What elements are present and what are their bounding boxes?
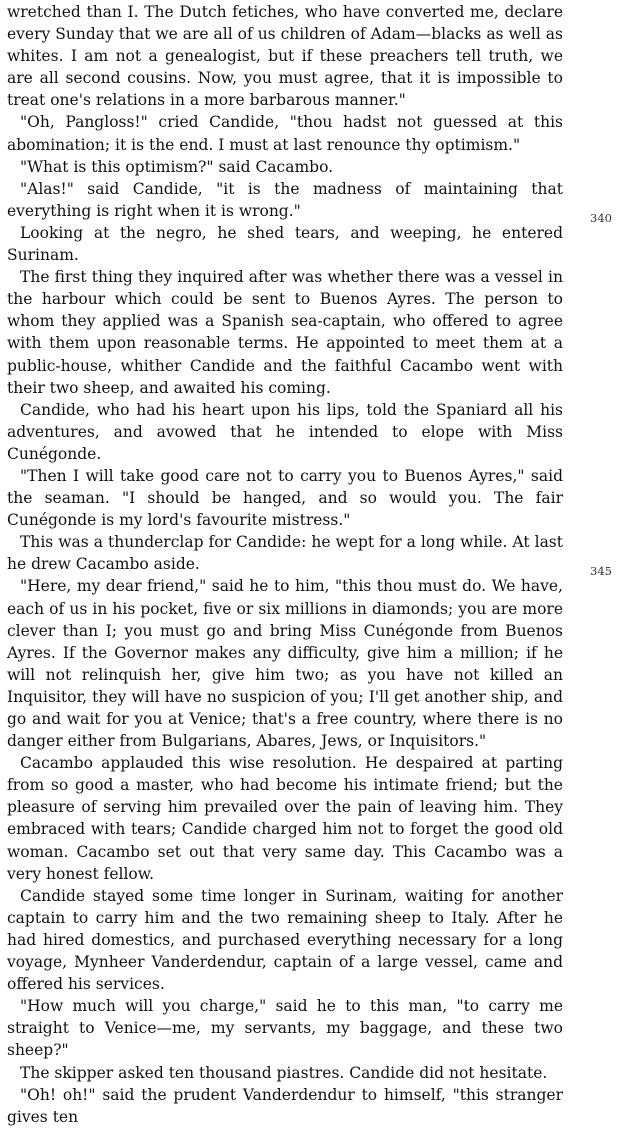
paragraph: Candide stayed some time longer in Surinam, waiting for another captain to carry him and the two remaining sheep to Italy. After he had hired domestics, and purchased everything necessary for a long voyage, Mynheer Vanderdendur, captain of a large vessel, came and offered his services. [7,886,563,994]
paragraph: "What is this optimism?" said Cacambo. [20,157,334,176]
paragraph: "Then I will take good care not to carry you to Buenos Ayres," said the seaman. "I should be hanged, and so would you. The fair Cunégonde is my lord's favourite mistress." [7,466,563,530]
line-number-340: 340 [590,211,612,225]
paragraph: "Oh, Pangloss!" cried Candide, "thou hadst not guessed at this abomination; it is the end. I must at last renounce thy optimism." [7,113,563,154]
paragraph: "Alas!" said Candide, "it is the madness of maintaining that everything is right when it is wrong." [7,179,563,220]
paragraph: Cacambo applauded this wise resolution. He despaired at parting from so good a master, who had become his intimate friend; but the pleasure of serving him prevailed over the pain of leaving him. They embraced with tears; Candide charged him not to forget the good old woman. Cacambo set out that very same day. This Cacambo was a very honest fellow. [7,754,563,883]
paragraph: The skipper asked ten thousand piastres. Candide did not hesitate. [20,1063,548,1082]
paragraph: "How much will you charge," said he to this man, "to carry me straight to Venice—me, my servants, my baggage, and these two sheep?" [7,997,563,1060]
paragraph: Looking at the negro, he shed tears, and weeping, he entered Surinam. [7,223,563,265]
paragraph: wretched than I. The Dutch fetiches, who have converted me, declare every Sunday that we are all of us children of Adam—blacks as well as whites. I am not a genealogist, but if these preachers tell truth, we are all second cousins. Now, you must agree, that it is impossible to treat one's relations in a more barbarous manner." [7,3,563,110]
paragraph: This was a thunderclap for Candide: he wept for a long while. At last he drew Cacambo aside. [7,533,563,574]
paragraph: The first thing they inquired after was whether there was a vessel in the harbour which could be sent to Buenos Ayres. The person to whom they applied was a Spanish sea-captain, who offered to agree with them upon reasonable terms. He appointed to meet them at a public-house, whither Candide and the faithful Cacambo went with their two sheep, and awaited his coming. [7,268,563,397]
paragraph: "Here, my dear friend," said he to him, "this thou must do. We have, each of us in his pocket, five or six millions in diamonds; you are more clever than I; you must go and bring Miss Cunégonde from Buenos Ayres. If the Governor makes any difficulty, give him a million; if he will not relinquish her, give him two; as you have not killed an Inquisitor, they will have no suspicion of you; I'll get another ship, and go and wait for you at Venice; that's a free country, where there is no danger either from Bulgarians, Abares, Jews, or Inquisitors." [7,577,563,751]
body-text [7,1,563,1128]
paragraph: Candide, who had his heart upon his lips, told the Spaniard all his adventures, and avowed that he intended to elope with Miss Cunégonde. [7,400,563,463]
line-number-345: 345 [590,564,612,578]
paragraph: "Oh! oh!" said the prudent Vanderdendur to himself, "this stranger gives ten [7,1085,563,1126]
